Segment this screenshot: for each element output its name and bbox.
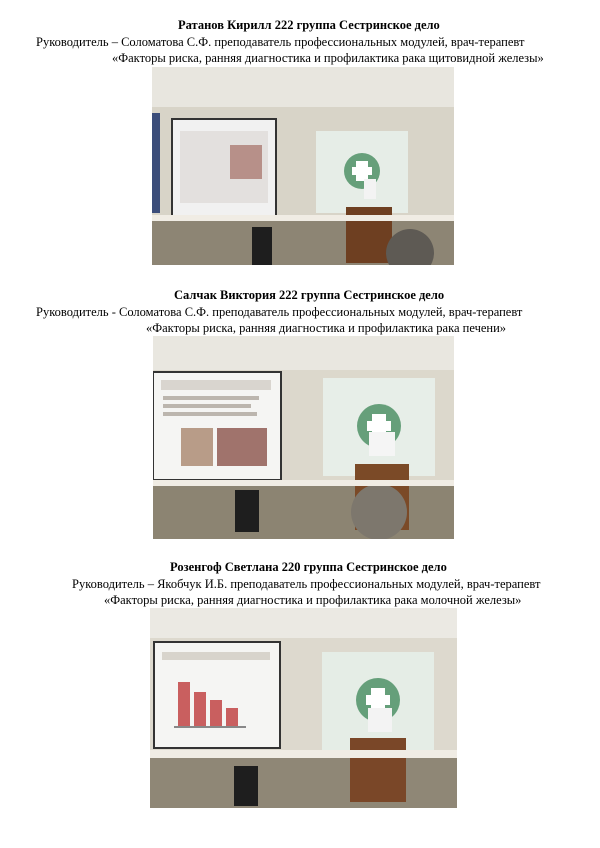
entry-supervisor: Руководитель – Якобчук И.Б. преподаватель профессиональных модулей, врач-терапевт: [72, 577, 541, 591]
entry-title: Розенгоф Светлана 220 группа Сестринское дело: [170, 560, 447, 574]
entry-topic: «Факторы риска, ранняя диагностика и профилактика рака печени»: [146, 321, 507, 335]
presentation-photo: [153, 336, 454, 539]
entry-topic: «Факторы риска, ранняя диагностика и профилактика рака молочной железы»: [104, 593, 522, 607]
entry-supervisor: Руководитель - Соломатова С.Ф. преподаватель профессиональных модулей, врач-терапевт: [36, 305, 523, 319]
presentation-photo: [152, 67, 454, 265]
entry-title: Салчак Виктория 222 группа Сестринское дело: [174, 288, 445, 302]
presentation-photo: [150, 608, 457, 808]
entry-topic: «Факторы риска, ранняя диагностика и профилактика рака щитовидной железы»: [112, 51, 544, 65]
entry-title: Ратанов Кирилл 222 группа Сестринское дело: [178, 18, 440, 32]
entry-supervisor: Руководитель – Соломатова С.Ф. преподаватель профессиональных модулей, врач-терапевт: [36, 35, 525, 49]
